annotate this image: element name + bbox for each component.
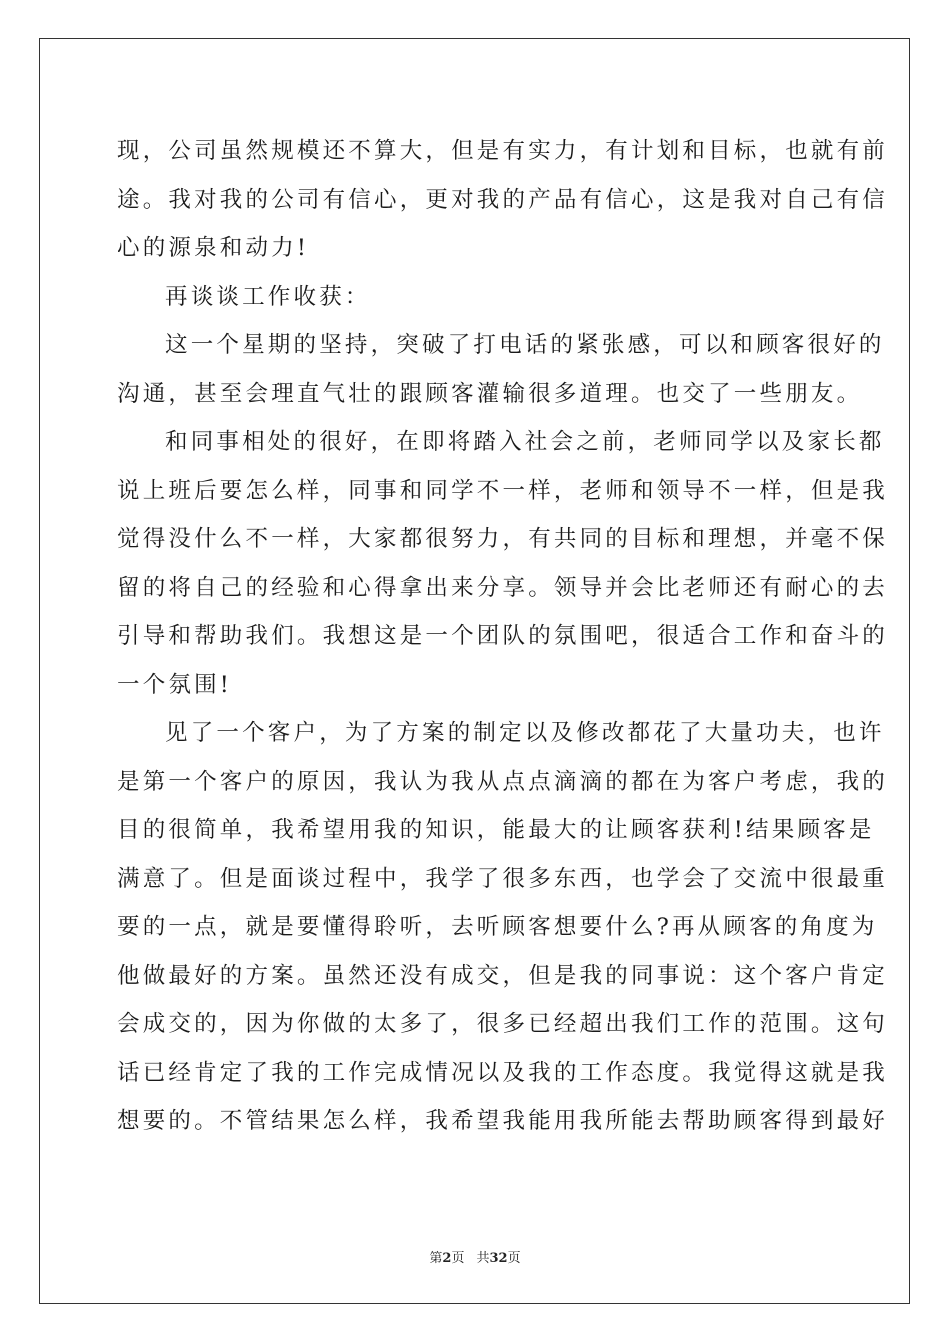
page-indicator: 第2页 [429,1251,465,1266]
text-line: 沟通，甚至会理直气壮的跟顾客灌输很多道理。也交了一些朋友。 [117,380,863,407]
text-line: 要的一点，就是要懂得聆听，去听顾客想要什么?再从顾客的角度为 [117,914,878,940]
text-line: 现，公司虽然规模还不算大，但是有实力，有计划和目标，也就有前 [117,138,889,164]
text-line: 留的将自己的经验和心得拿出来分享。领导并会比老师还有耐心的去 [117,574,889,601]
text-line: 引导和帮助我们。我想这是一个团队的氛围吧，很适合工作和奋斗的 [117,623,889,649]
text-line: 他做最好的方案。虽然还没有成交，但是我的同事说：这个客户肯定 [117,962,889,989]
total-pages-indicator: 共32页 [476,1251,521,1266]
total-pages: 32 [489,1251,508,1266]
text-line: 见了一个客户，为了方案的制定以及修改都花了大量功夫，也许 [165,720,885,746]
text-line: 途。我对我的公司有信心，更对我的产品有信心，这是我对自己有信 [117,186,889,213]
text-line: 是第一个客户的原因，我认为我从点点滴滴的都在为客户考虑，我的 [117,768,889,795]
text-line: 一个氛围! [117,671,233,698]
text-line: 满意了。但是面谈过程中，我学了很多东西，也学会了交流中很最重 [117,865,889,892]
text-line: 说上班后要怎么样，同事和同学不一样，老师和领导不一样，但是我 [117,477,889,504]
page-footer [0,1247,950,1266]
text-line: 觉得没什么不一样，大家都很努力，有共同的目标和理想，并毫不保 [117,526,889,552]
text-line: 这一个星期的坚持，突破了打电话的紧张感，可以和顾客很好的 [165,332,885,358]
text-line: 目的很简单，我希望用我的知识，能最大的让顾客获利!结果顾客是 [117,817,875,843]
text-line: 再谈谈工作收获： [165,283,371,310]
text-line: 心的源泉和动力! [117,235,310,261]
text-line: 话已经肯定了我的工作完成情况以及我的工作态度。我觉得这就是我 [117,1059,889,1086]
text-line: 想要的。不管结果怎么样，我希望我能用我所能去帮助顾客得到最好 [117,1108,889,1134]
text-line: 和同事相处的很好，在即将踏入社会之前，老师同学以及家长都 [165,429,885,455]
document-body [117,127,889,1146]
page-number: 2 [442,1251,452,1266]
text-line: 会成交的，因为你做的太多了，很多已经超出我们工作的范围。这句 [117,1011,889,1037]
